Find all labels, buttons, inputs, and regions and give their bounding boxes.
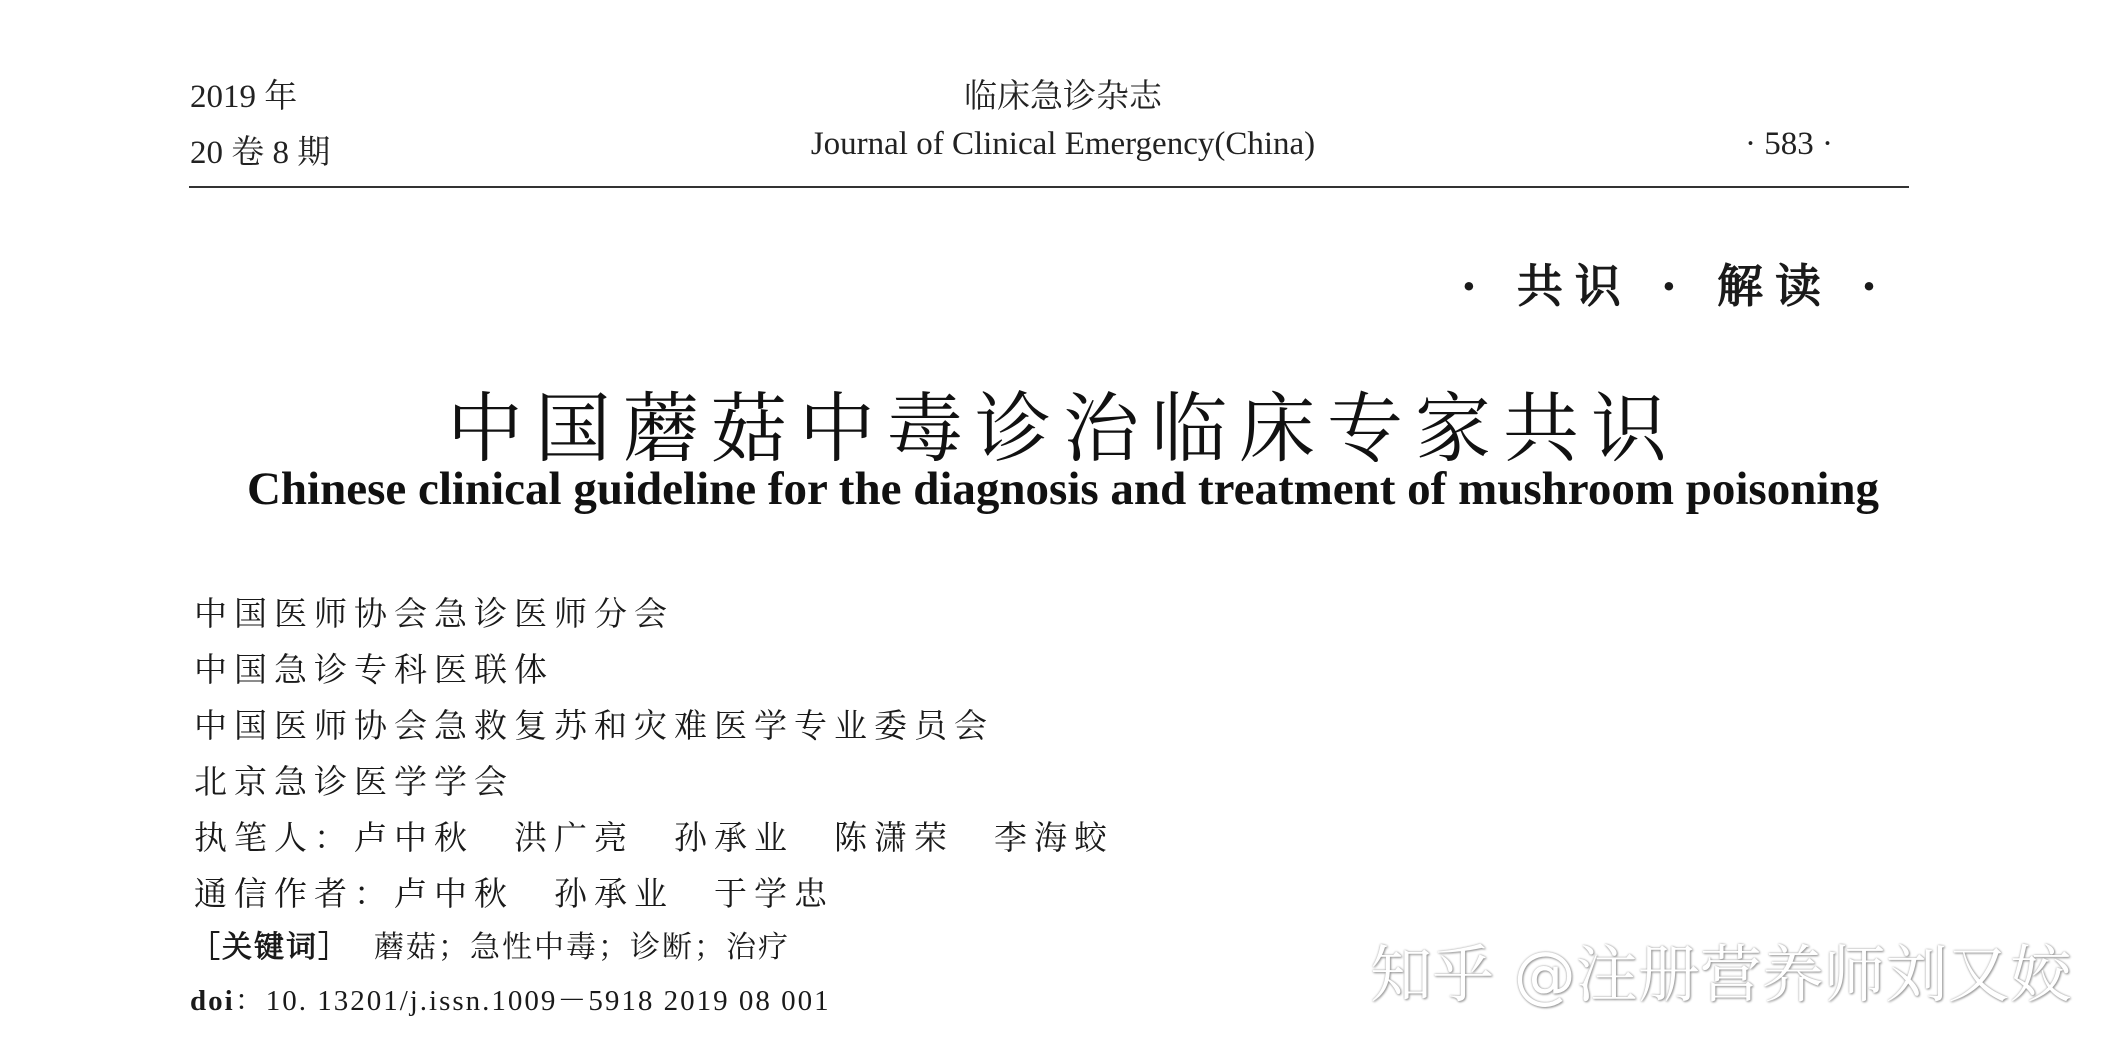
journal-name-en: Journal of Clinical Emergency(China) [810, 126, 1316, 162]
organization-line: 中国医师协会急救复苏和灾难医学专业委员会 [194, 706, 994, 745]
page-number: · 583 · [1745, 126, 1833, 162]
doi-line [190, 978, 831, 1019]
journal-name-cn: 临床急诊杂志 [964, 79, 1162, 115]
article-title-en: Chinese clinical guideline for the diagnosis and treatment of mushroom poisoning [246, 463, 1880, 515]
doi-value: ：10. 13201/j.issn.1009－5918 2019 08 001 [234, 985, 831, 1017]
doi-label: doi [190, 985, 235, 1017]
corresponding-authors: 通信作者：卢中秋 孙承业 于学忠 [194, 874, 834, 913]
keywords-label: ［关键词］ [190, 930, 350, 965]
article-title-cn: 中国蘑菇中毒诊治临床专家共识 [447, 384, 1679, 473]
keywords-line [190, 922, 790, 966]
organization-line: 北京急诊医学学会 [194, 762, 514, 801]
writers-line: 执笔人：卢中秋 洪广亮 孙承业 陈潇荣 李海蛟 [194, 818, 1114, 857]
issue-year: 2019 年 [190, 79, 298, 115]
watermark: 知乎 @注册营养师刘又姣 [1370, 938, 2072, 1011]
keywords-text: 蘑菇；急性中毒；诊断；治疗 [374, 930, 790, 965]
column-tag: · 共识 · 解读 · [1460, 259, 1889, 313]
organization-line: 中国医师协会急诊医师分会 [194, 594, 674, 633]
header-divider [189, 186, 1909, 188]
issue-volume: 20 卷 8 期 [190, 135, 331, 171]
organization-line: 中国急诊专科医联体 [194, 650, 554, 689]
